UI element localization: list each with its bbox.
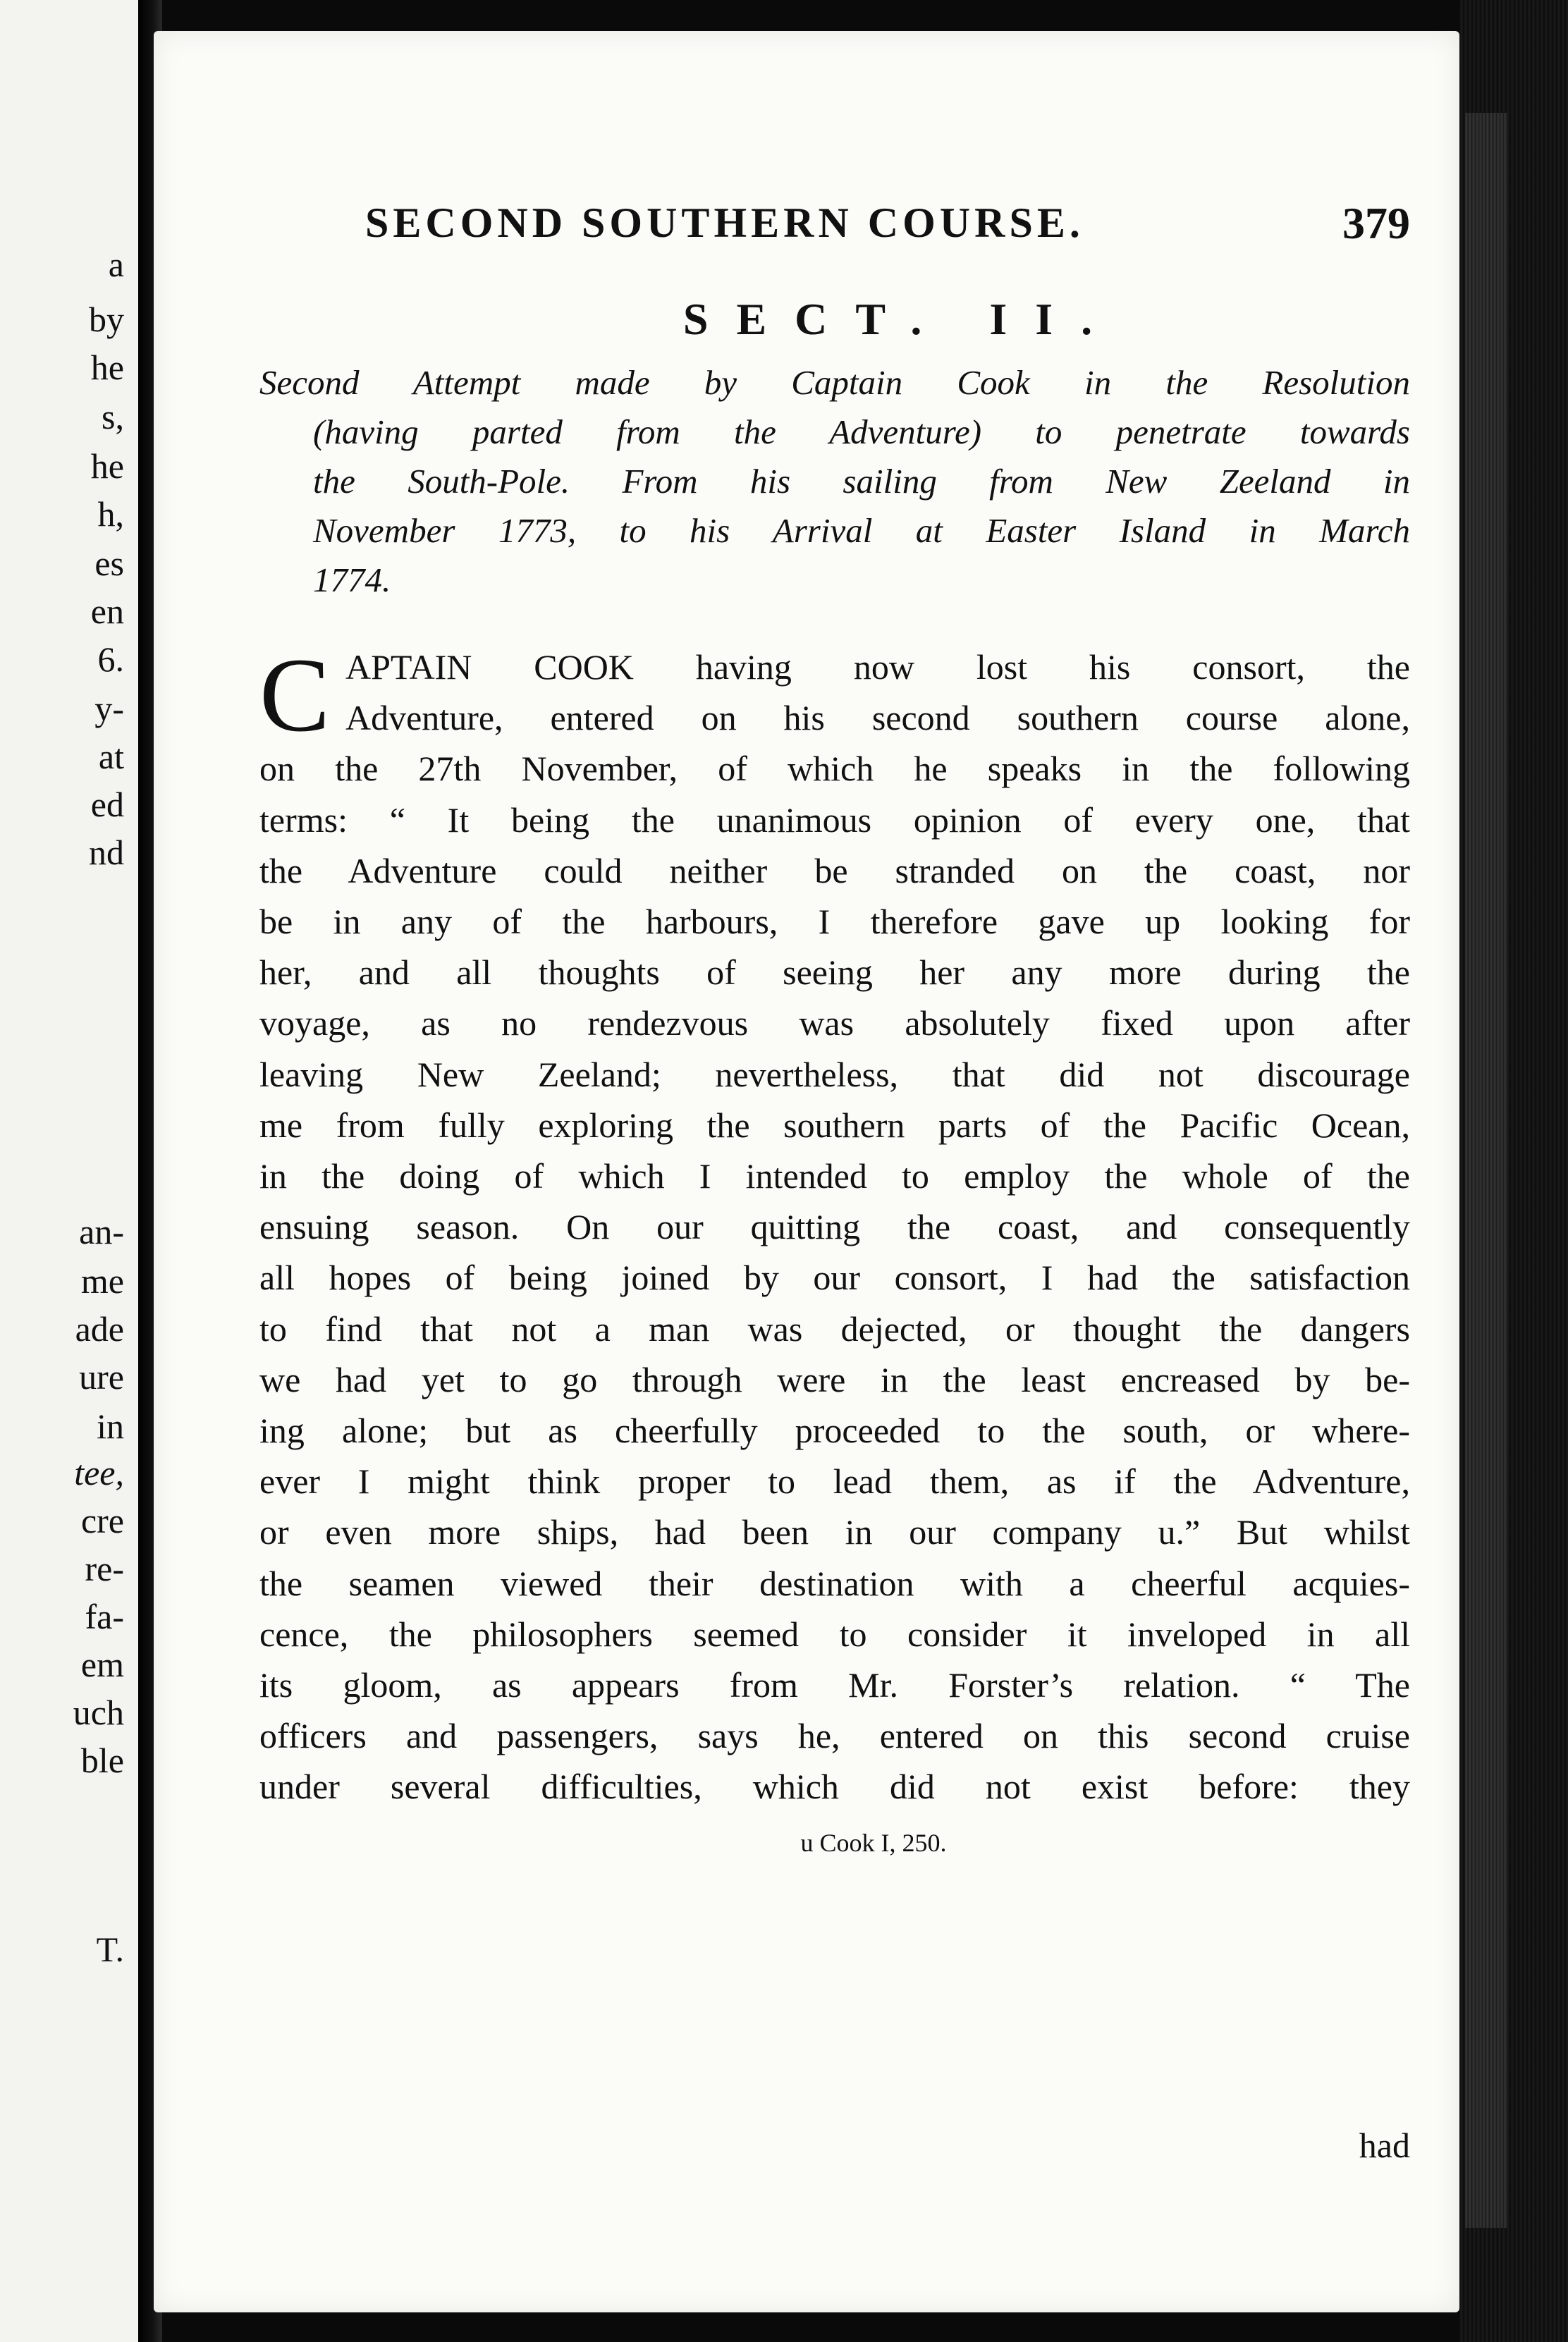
body-line: on the 27th November, of which he speaks in the following [259,749,1410,789]
left-page-fragment-text: s, [102,397,124,436]
left-page-fragment-text: uch [73,1693,124,1732]
summary-line: Second Attempt made by Captain Cook in the Resolution [259,363,1410,402]
body-line: me from fully exploring the southern parts of the Pacific Ocean, [259,1105,1410,1145]
left-page-fragment-text: es [94,544,124,583]
left-page-fragment-text: in [97,1406,124,1446]
body-line: the Adventure could neither be stranded on the coast, nor [259,850,1410,890]
summary-line: 1774. [313,560,391,599]
body-line: we had yet to go through were in the least encreased by be- [259,1359,1410,1399]
left-page-text-fragments [0,0,138,2342]
left-page-fragment-text: T. [96,1930,124,1969]
book-fore-edge-pages [1465,113,1507,2228]
body-line: Adventure, entered on his second southern course alone, [345,698,1410,738]
left-page-fragment-text: ed [90,785,124,824]
left-page-fragment-text: an- [79,1212,124,1251]
left-page-fragment-text: y- [94,689,124,728]
body-line: officers and passengers, says he, entered on this second cruise [259,1716,1410,1756]
footnote: u Cook I, 250. [800,1828,947,1857]
left-page-fragment-text: by [89,300,124,339]
left-page-fragment [0,0,138,2342]
page-number: 379 [1342,198,1410,248]
body-line: ensuing season. On our quitting the coast, and consequently [259,1207,1410,1247]
left-page-fragment-text: a [108,245,124,284]
left-page-fragment-text: cre [80,1501,124,1540]
summary-line: November 1773, to his Arrival at Easter Island in March [313,511,1410,550]
body-text [259,637,1410,1813]
body-line: cence, the philosophers seemed to consider it inveloped in all [259,1614,1410,1654]
left-page-fragment-text: h, [97,494,124,534]
page [154,31,1459,2312]
body-line: under several difficulties, which did not exist before: they [259,1767,1410,1807]
body-line: ing alone; but as cheerfully proceeded to the south, or where- [259,1411,1410,1451]
body-line: her, and all thoughts of seeing her any more during the [259,952,1410,993]
left-page-fragment-text: me [80,1261,124,1301]
summary-line: (having parted from the Adventure) to penetrate towards [313,412,1410,451]
body-line: terms: “ It being the unanimous opinion of every one, that [259,799,1410,840]
body-line: in the doing of which I intended to employ the whole of the [259,1156,1410,1196]
left-page-fragment-text: 6. [97,639,124,679]
left-page-fragment-text: tee, [74,1453,124,1492]
running-head [259,186,1410,257]
body-line: to find that not a man was dejected, or thought the dangers [259,1308,1410,1349]
left-page-fragment-text: re- [85,1549,124,1588]
page-content [259,186,1410,2165]
left-page-fragment-text: ade [75,1309,124,1349]
summary-line: the South-Pole. From his sailing from New Zeeland in [313,462,1410,501]
body-line: all hopes of being joined by our consort, I had the satisfaction [259,1258,1410,1298]
catchword: had [1359,2126,1410,2165]
left-page-fragment-text: nd [89,833,124,872]
body-line: APTAIN COOK having now lost his consort, the [345,647,1410,687]
body-line: ever I might think proper to lead them, as if the Adventure, [259,1461,1410,1502]
left-page-fragment-text: he [90,446,124,486]
left-page-fragment-text: en [90,591,124,631]
drop-cap: C [259,637,331,754]
body-line: leaving New Zeeland; nevertheless, that did not discourage [259,1054,1410,1094]
left-page-fragment-text: fa- [85,1597,124,1636]
left-page-fragment-text: ble [80,1741,124,1780]
body-line: the seamen viewed their destination with a cheerful acquies- [259,1563,1410,1603]
section-heading: SECT. II. [682,294,1121,344]
left-page-fragment-text: em [80,1645,124,1684]
running-head-title: SECOND SOUTHERN COURSE. [365,200,1084,246]
body-line: be in any of the harbours, I therefore gave up looking for [259,902,1410,942]
section-summary [259,358,1410,605]
left-page-fragment-text: at [98,737,124,776]
left-page-fragment-text: ure [79,1357,124,1397]
body-line: its gloom, as appears from Mr. Forster’s relation. “ The [259,1665,1410,1705]
body-line: or even more ships, had been in our company u.” But whilst [259,1512,1410,1552]
left-page-fragment-text: he [90,348,124,387]
body-line: voyage, as no rendezvous was absolutely fixed upon after [259,1003,1410,1043]
